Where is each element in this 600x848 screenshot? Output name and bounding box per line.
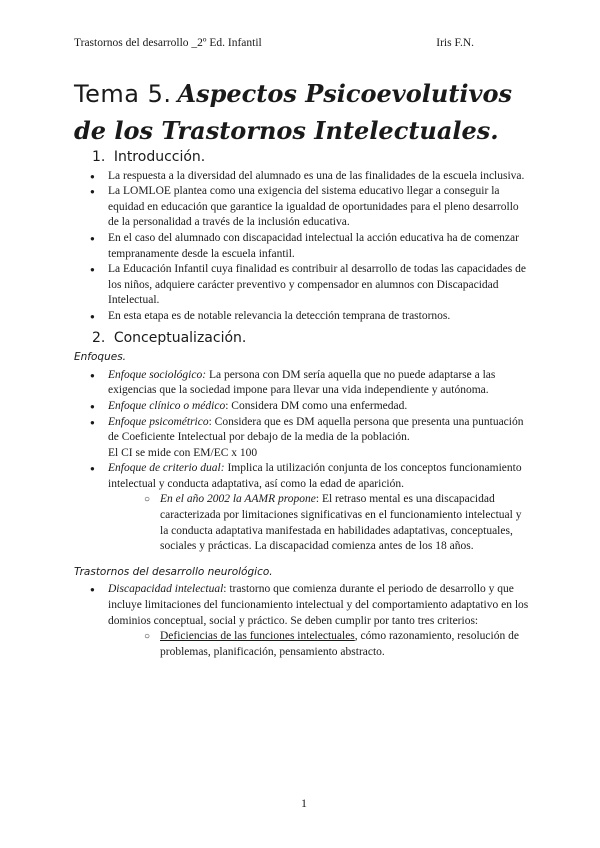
- list-item: ● La respuesta a la diversidad del alumnado es una de las finalidades de la escuela inclusiva.: [74, 169, 530, 185]
- list-item: ● La Educación Infantil cuya finalidad es contribuir al desarrollo de todas las capacidades de los niños, adquiere carácter preventivo y compensador en alumnos con Discapacidad Intelectual.: [74, 262, 530, 309]
- list-item: ● Discapacidad intelectual: trastorno que comienza durante el periodo de desarrollo y que incluye limitaciones del funcionamiento intelectual y del comportamiento adaptativo en los dominios conceptual, social y práctico. Se deben cumplir por tanto tres criterios: ○ Deficiencias de las funciones intelectuales, cómo razonamiento, resolución de problemas, planificación, pensamiento abstracto.: [74, 582, 530, 660]
- page-header: [74, 37, 526, 49]
- sub-list: [108, 629, 530, 660]
- list-item: ● Enfoque de criterio dual: Implica la utilización conjunta de los conceptos funcionamiento intelectual y conducta adaptativa, así como la edad de aparición. ○ En el año 2002 la AAMR propone: El retraso mental es una discapacidad caracterizada por limitaciones significativas en el funcionamiento intelectual y la conducta adaptativa manifestada en habilidades adaptativas, conceptuales, sociales y prácticas. La discapacidad comienza antes de los 18 años.: [74, 461, 530, 555]
- enfoques-list: [74, 368, 530, 555]
- document-body: [74, 150, 530, 666]
- title-lead: Tema 5.: [74, 80, 172, 108]
- list-item: ● Enfoque psicométrico: Considera que es DM aquella persona que presenta una puntuación de Coeficiente Intelectual por debajo de la media de la población. El CI se mide con EM/EC x 100: [74, 415, 530, 462]
- list-item: ● Enfoque sociológico: La persona con DM sería aquella que no puede adaptarse a las exigencias que la sociedad impone para llevar una vida independiente y autónoma.: [74, 368, 530, 399]
- section-introduction-heading: 1. Introducción.: [92, 149, 206, 165]
- list-item: ● La LOMLOE plantea como una exigencia del sistema educativo llegar a conseguir la equidad en educación que garantice la igualdad de oportunidades para el pleno desarrollo de la personalidad a través de la inclusión educativa.: [74, 184, 530, 231]
- sub-list-item: ○ En el año 2002 la AAMR propone: El retraso mental es una discapacidad caracterizada por limitaciones significativas en el funcionamiento intelectual y la conducta adaptativa manifestada en habilidades adaptativas, conceptuales, sociales y prácticas. La discapacidad comienza antes de los 18 años.: [108, 492, 530, 554]
- neurodevelopmental-label: Trastornos del desarrollo neurológico.: [74, 565, 273, 578]
- sub-list: [108, 492, 530, 554]
- neurodevelopmental-list: [74, 582, 530, 660]
- header-course: Trastornos del desarrollo _2º Ed. Infantil: [74, 37, 262, 49]
- header-author: Iris F.N.: [436, 37, 474, 49]
- introduction-list: [74, 169, 530, 325]
- document-title: [74, 76, 544, 150]
- section-conceptualization-heading: 2. Conceptualización.: [92, 329, 247, 346]
- page-number: 1: [301, 796, 307, 810]
- sub-list-item: ○ Deficiencias de las funciones intelectuales, cómo razonamiento, resolución de problemas, planificación, pensamiento abstracto.: [108, 629, 530, 660]
- list-item: ● Enfoque clínico o médico: Considera DM como una enfermedad.: [74, 399, 530, 415]
- list-item: ● En esta etapa es de notable relevancia la detección temprana de trastornos.: [74, 309, 530, 325]
- list-item: ● En el caso del alumnado con discapacidad intelectual la acción educativa ha de comenzar tempranamente desde la escuela infantil.: [74, 231, 530, 262]
- enfoques-label: Enfoques.: [74, 351, 126, 364]
- title-main: Aspectos Psicoevolutivos de los Trastornos Intelectuales.: [74, 79, 512, 145]
